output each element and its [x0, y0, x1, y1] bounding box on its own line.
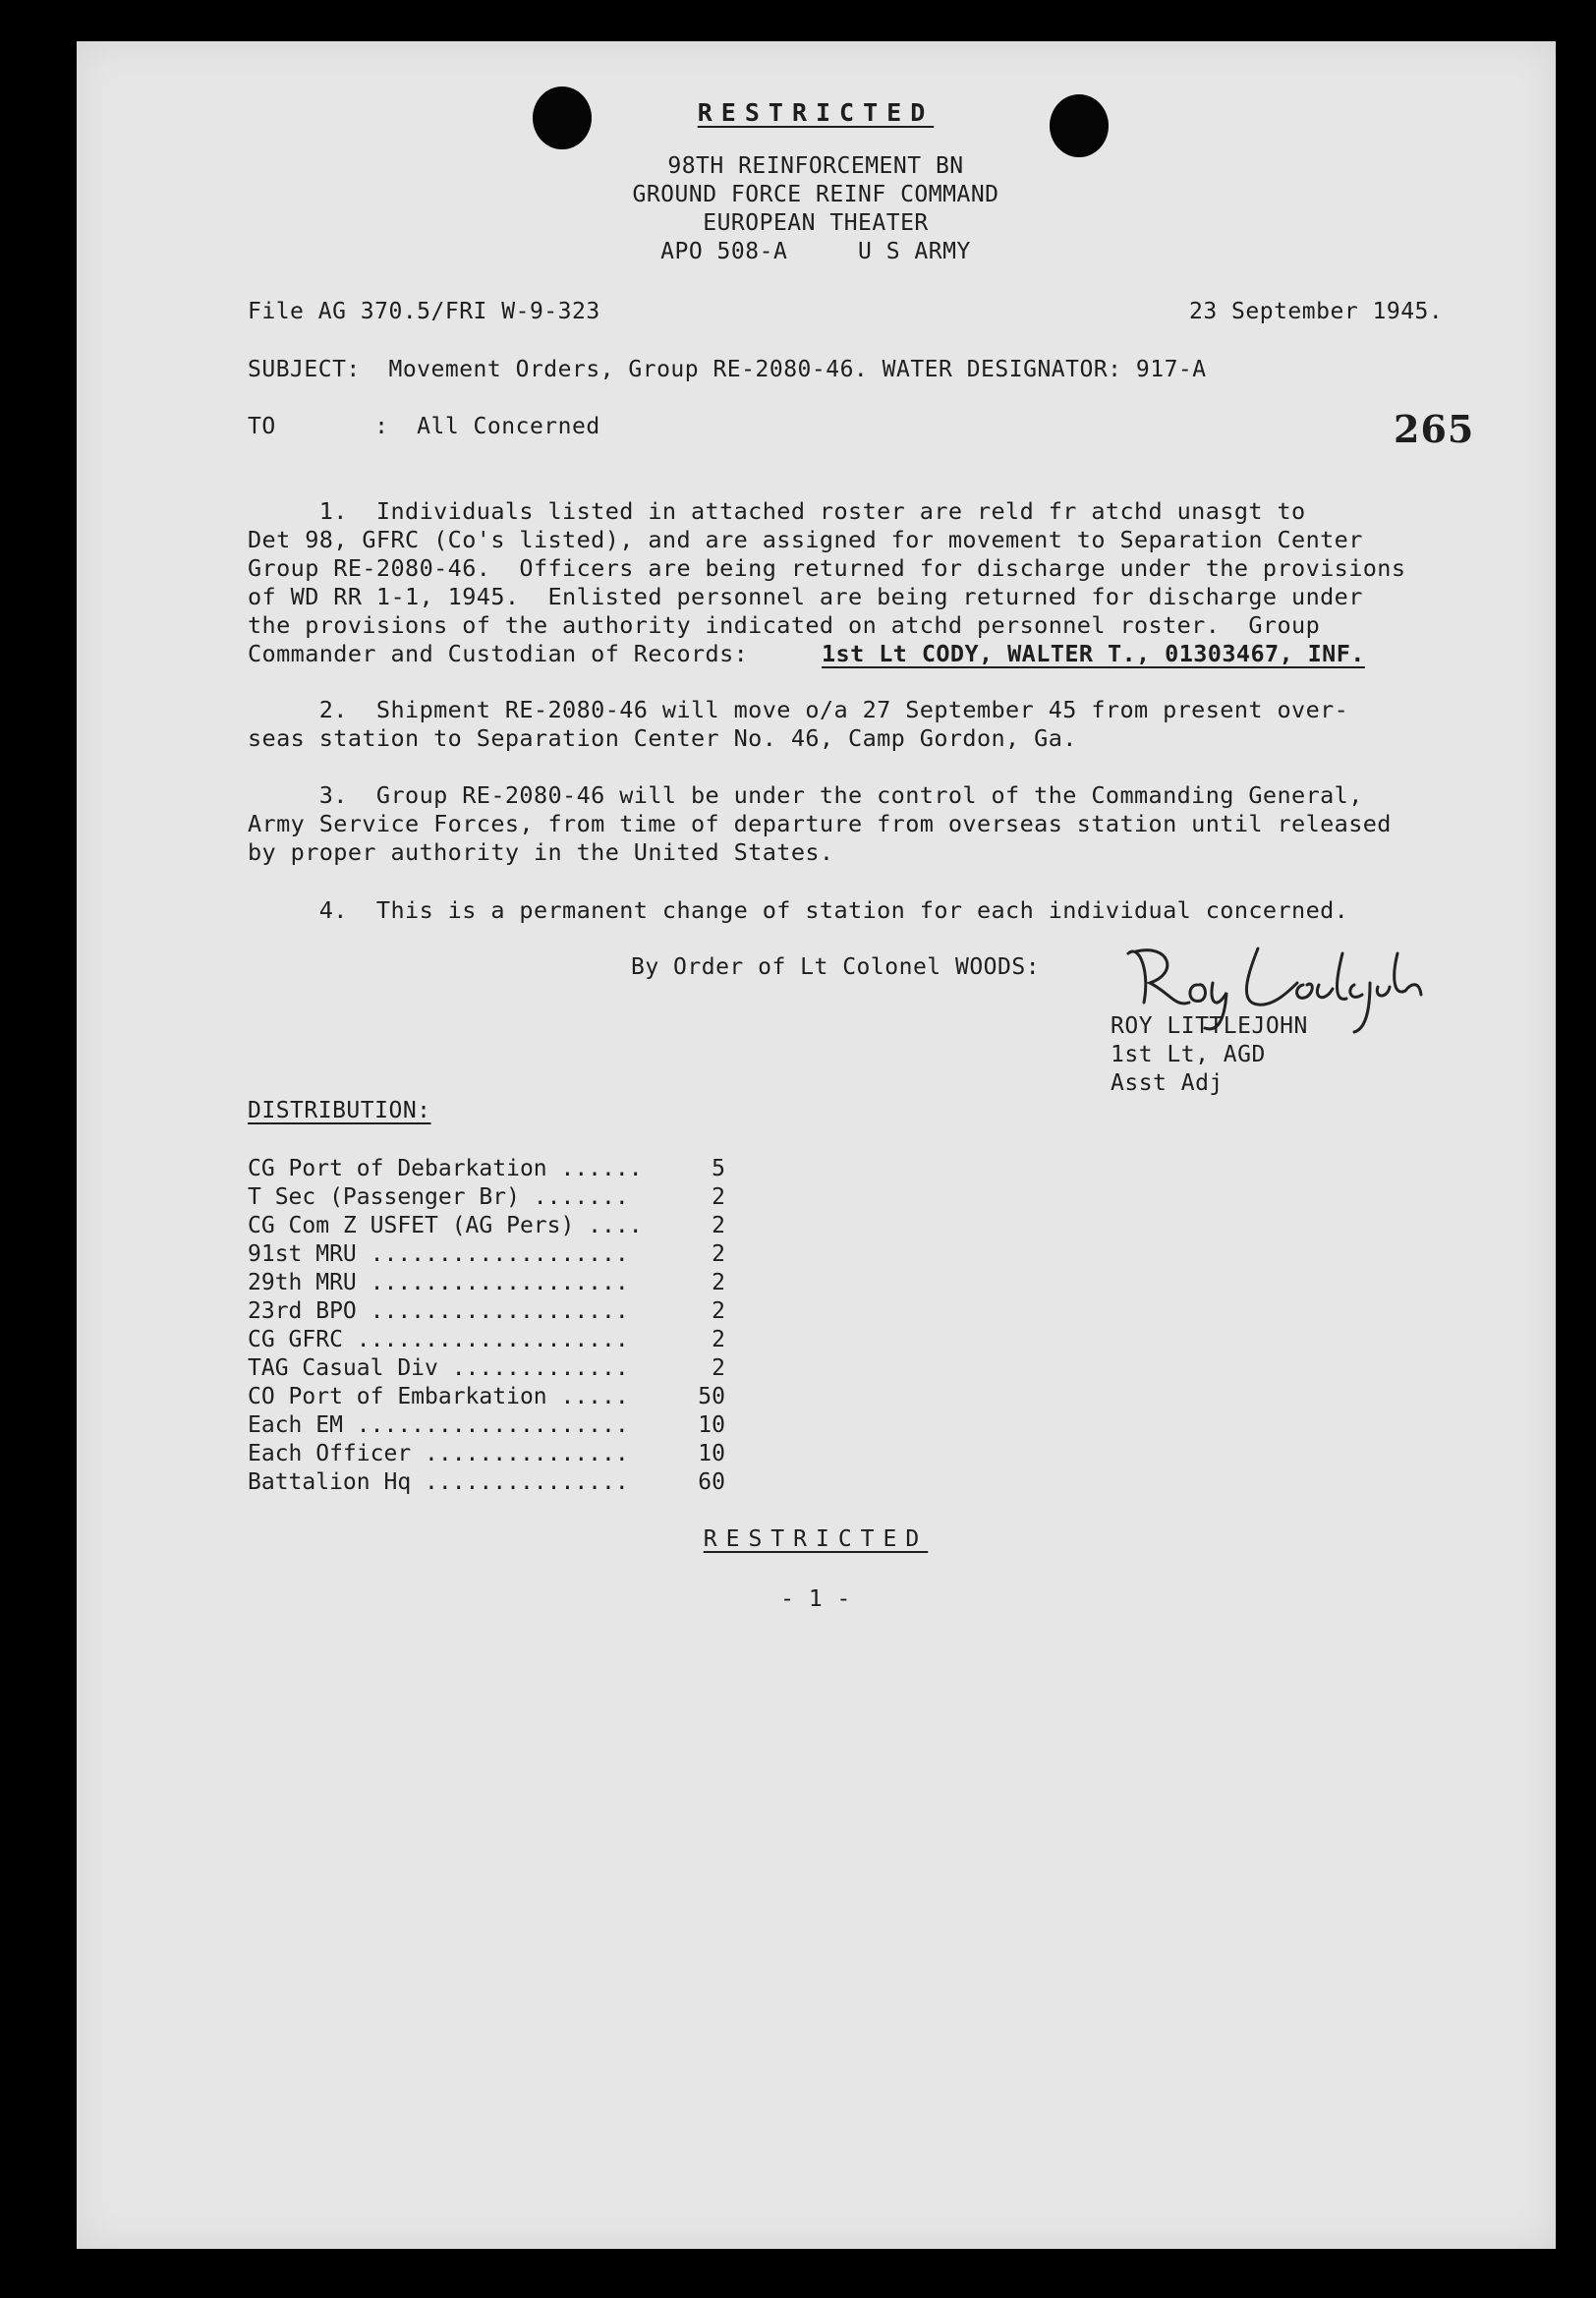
distribution-recipient: T Sec (Passenger Br) ....... [248, 1184, 629, 1210]
distribution-count: 60 [698, 1469, 725, 1495]
unit-line-4: APO 508-A U S ARMY [660, 239, 971, 264]
paragraph-3-line-1: 3. Group RE-2080-46 will be under the control of the Commanding General, [248, 781, 1363, 809]
distribution-recipient: Each EM .................... [248, 1412, 629, 1438]
signer-title: Asst Adj [1111, 1070, 1224, 1096]
page-reference-number: 265 [1394, 407, 1475, 451]
distribution-row [248, 1183, 739, 1212]
distribution-count: 10 [698, 1412, 725, 1438]
distribution-recipient: 29th MRU ................... [248, 1270, 629, 1295]
paragraph-2-line-2: seas station to Separation Center No. 46, Camp Gordon, Ga. [248, 724, 1077, 752]
paragraph-2-line-1: 2. Shipment RE-2080-46 will move o/a 27 September 45 from present over- [248, 696, 1349, 723]
unit-line-3: EUROPEAN THEATER [703, 210, 929, 236]
distribution-row [248, 1440, 739, 1468]
paragraph-1-line-5: the provisions of the authority indicated on atchd personnel roster. Group [248, 611, 1321, 639]
distribution-recipient: CO Port of Embarkation ..... [248, 1384, 629, 1409]
distribution-count: 50 [698, 1384, 725, 1409]
paragraph-1-line-3: Group RE-2080-46. Officers are being returned for discharge under the provisions [248, 554, 1406, 582]
page-number: - 1 - [780, 1586, 851, 1612]
distribution-row [248, 1297, 739, 1326]
punch-hole-left [533, 86, 592, 149]
distribution-row [248, 1383, 739, 1411]
paragraph-1-line-6: Commander and Custodian of Records: [248, 640, 749, 667]
distribution-count: 2 [712, 1184, 725, 1210]
distribution-count: 5 [712, 1156, 725, 1181]
distribution-row [248, 1240, 739, 1269]
distribution-recipient: Each Officer ............... [248, 1441, 629, 1466]
distribution-recipient: CG Port of Debarkation ...... [248, 1156, 643, 1181]
to-line: TO : All Concerned [248, 414, 600, 439]
distribution-count: 2 [712, 1213, 725, 1238]
paragraph-4-line-1: 4. This is a permanent change of station for each individual concerned. [248, 896, 1349, 924]
distribution-count: 10 [698, 1441, 725, 1466]
distribution-row [248, 1468, 739, 1497]
paragraph-3-line-3: by proper authority in the United States. [248, 838, 834, 866]
paragraph-3-line-2: Army Service Forces, from time of departure from overseas station until released [248, 810, 1392, 837]
distribution-count: 2 [712, 1298, 725, 1324]
subject-line: SUBJECT: Movement Orders, Group RE-2080-46. WATER DESIGNATOR: 917-A [248, 357, 1207, 382]
distribution-count: 2 [712, 1270, 725, 1295]
distribution-heading: DISTRIBUTION: [248, 1098, 431, 1123]
distribution-recipient: TAG Casual Div ............. [248, 1355, 629, 1381]
distribution-count: 2 [712, 1241, 725, 1267]
distribution-recipient: 23rd BPO ................... [248, 1298, 629, 1324]
paragraph-1-line-4: of WD RR 1-1, 1945. Enlisted personnel are being returned for discharge under [248, 583, 1363, 610]
file-reference: File AG 370.5/FRI W-9-323 [248, 299, 600, 324]
unit-line-2: GROUND FORCE REINF COMMAND [632, 182, 999, 207]
signer-rank: 1st Lt, AGD [1111, 1042, 1266, 1067]
distribution-row [248, 1155, 739, 1183]
distribution-recipient: 91st MRU ................... [248, 1241, 629, 1267]
distribution-row [248, 1269, 739, 1297]
by-order-line: By Order of Lt Colonel WOODS: [631, 954, 1041, 980]
distribution-count: 2 [712, 1355, 725, 1381]
signer-name: ROY LITTLEJOHN [1111, 1013, 1308, 1039]
paragraph-1-line-1: 1. Individuals listed in attached roster are reld fr atchd unasgt to [248, 497, 1306, 525]
distribution-recipient: CG Com Z USFET (AG Pers) .... [248, 1213, 643, 1238]
distribution-row [248, 1354, 739, 1383]
distribution-row [248, 1326, 739, 1354]
unit-line-1: 98TH REINFORCEMENT BN [667, 153, 964, 179]
distribution-count: 2 [712, 1327, 725, 1352]
group-commander: 1st Lt CODY, WALTER T., 01303467, INF. [822, 640, 1365, 667]
distribution-row [248, 1212, 739, 1240]
punch-hole-right [1050, 94, 1109, 157]
classification-header: RESTRICTED [697, 98, 935, 127]
paragraph-1-line-2: Det 98, GFRC (Co's listed), and are assigned for movement to Separation Center [248, 526, 1363, 553]
distribution-row [248, 1411, 739, 1440]
document-date: 23 September 1945. [1189, 299, 1444, 324]
distribution-recipient: Battalion Hq ............... [248, 1469, 629, 1495]
distribution-recipient: CG GFRC .................... [248, 1327, 629, 1352]
classification-footer: RESTRICTED [703, 1526, 929, 1552]
